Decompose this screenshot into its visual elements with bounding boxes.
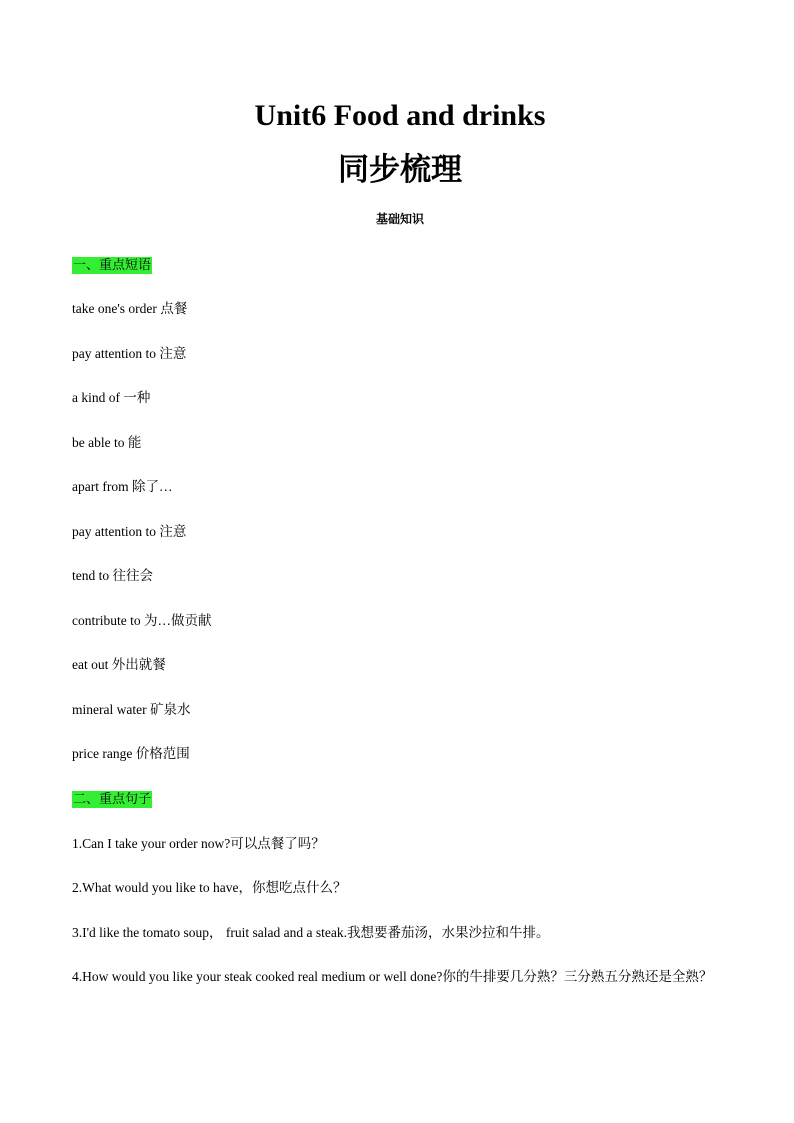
sentences-heading-highlight: 二、重点句子	[73, 792, 152, 807]
sentence-item: 1.Can I take your order now?可以点餐了吗？	[72, 836, 325, 851]
phrase-item: mineral water 矿泉水	[72, 702, 191, 717]
phrases-heading-highlight: 一、重点短语	[73, 258, 152, 273]
phrase-item: contribute to 为…做贡献	[72, 613, 212, 628]
phrase-item: eat out 外出就餐	[72, 657, 166, 672]
sentence-item: 2.What would you like to have，你想吃点什么？	[72, 880, 347, 895]
phrases-heading	[72, 256, 732, 275]
phrase-item: take one's order 点餐	[72, 301, 188, 316]
phrase-item: price range 价格范围	[72, 746, 190, 761]
phrase-item: apart from 除了…	[72, 479, 173, 494]
sentence-item: 3.I'd like the tomato soup， fruit salad and a steak.我想要番茄汤，水果沙拉和牛排。	[72, 925, 550, 940]
phrase-item: tend to 往往会	[72, 568, 153, 583]
sentence-item: 4.How would you like your steak cooked real medium or well done?你的牛排要几分熟？三分熟五分熟还是全熟？	[72, 969, 713, 984]
section-label: 基础知识	[375, 212, 424, 226]
sentences-heading	[72, 790, 732, 809]
phrase-item: pay attention to 注意	[72, 524, 187, 539]
page-subtitle: 同步梳理	[338, 152, 462, 188]
phrase-item: pay attention to 注意	[72, 346, 187, 361]
phrase-item: a kind of 一种	[72, 390, 151, 405]
page-title: Unit6 Food and drinks	[254, 99, 546, 132]
phrase-item: be able to 能	[72, 435, 142, 450]
